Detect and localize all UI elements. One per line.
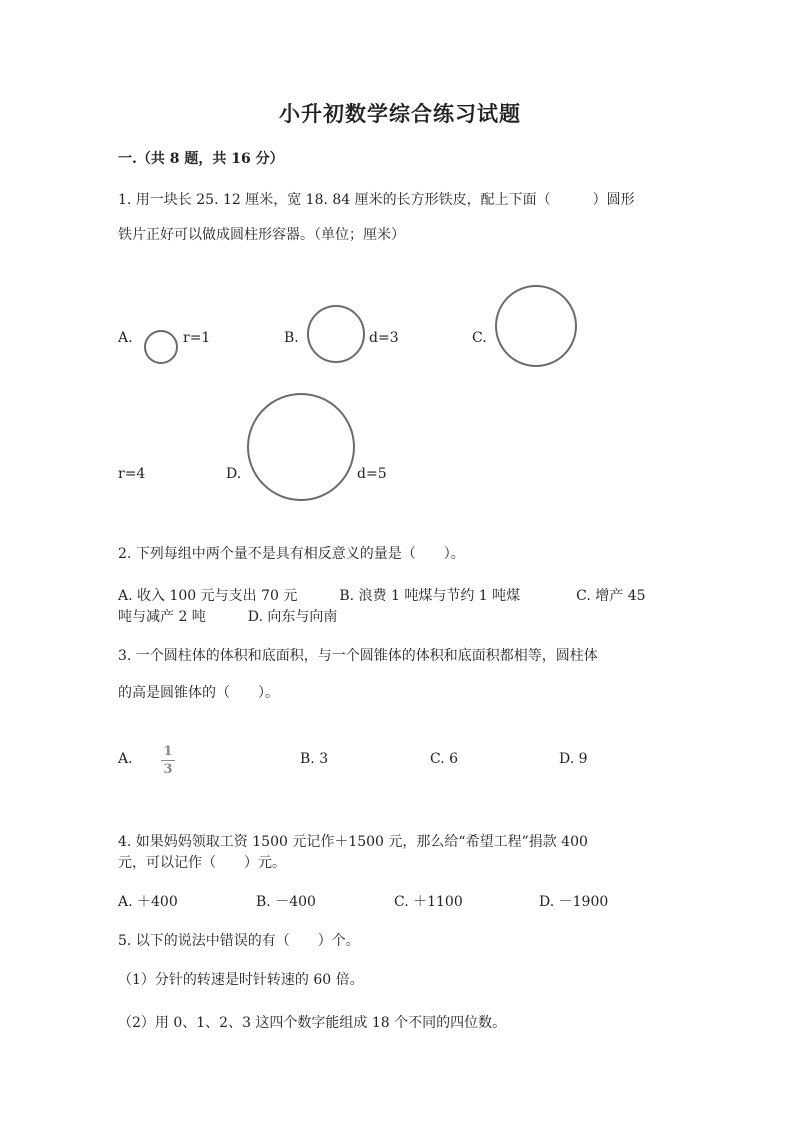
q1-option-a-label: A. — [118, 330, 133, 346]
q1-option-b-label: B. — [284, 330, 299, 346]
fraction-bar — [161, 760, 175, 761]
page-title: 小升初数学综合练习试题 — [279, 101, 521, 126]
q1-option-c-circle — [495, 285, 577, 367]
fraction-numerator: 1 — [163, 744, 173, 759]
q3-option-b: B. 3 — [300, 751, 329, 767]
q1-line2: 铁片正好可以做成圆柱形容器。（单位；厘米） — [118, 227, 405, 243]
q1-option-d-label: D. — [226, 466, 242, 482]
q3-line1: 3. 一个圆柱体的体积和底面积，与一个圆锥体的体积和底面积都相等，圆柱体 — [118, 648, 598, 664]
q5-item-1: （1）分针的转速是时针转速的 60 倍。 — [118, 972, 364, 988]
q1-option-d-measure: d=5 — [357, 466, 387, 482]
q3-option-c: C. 6 — [430, 751, 459, 767]
q1-option-a-circle — [144, 330, 178, 364]
q1-option-b-circle — [307, 305, 365, 363]
q4-line2: 元，可以记作（ ）元。 — [118, 855, 286, 871]
q1-option-c-measure: r=4 — [118, 466, 146, 482]
q1-option-a-measure: r=1 — [183, 330, 211, 346]
q1-line1: 1. 用一块长 25. 12 厘米，宽 18. 84 厘米的长方形铁皮，配上下面（ ）圆形 — [118, 192, 635, 208]
q5-item-2: （2）用 0、1、2、3 这四个数字能组成 18 个不同的四位数。 — [118, 1015, 507, 1031]
q1-option-c-label: C. — [472, 330, 487, 346]
q2-stem: 2. 下列每组中两个量不是具有相反意义的量是（ ）。 — [118, 546, 465, 562]
q5-stem: 5. 以下的说法中错误的有（ ）个。 — [118, 933, 360, 949]
section-heading: 一.（共 8 题，共 16 分） — [118, 151, 284, 167]
q2-options-line1: A. 收入 100 元与支出 70 元 B. 浪费 1 吨煤与节约 1 吨煤 C. 增产 45 — [118, 588, 646, 604]
q3-option-d: D. 9 — [559, 751, 588, 767]
q1-option-b-measure: d=3 — [369, 330, 399, 346]
fraction-denominator: 3 — [163, 762, 173, 777]
q4-option-c: C. ＋1100 — [394, 894, 463, 910]
q4-option-a: A. ＋400 — [118, 894, 178, 910]
q3-option-a-fraction — [158, 744, 178, 777]
q1-option-d-circle — [247, 393, 355, 501]
q4-line1: 4. 如果妈妈领取工资 1500 元记作＋1500 元，那么给“希望工程”捐款 400 — [118, 834, 588, 850]
q4-option-d: D. －1900 — [539, 894, 609, 910]
q3-option-a-label: A. — [118, 751, 133, 767]
q4-option-b: B. －400 — [256, 894, 316, 910]
q2-options-line2: 吨与减产 2 吨 D. 向东与向南 — [118, 609, 338, 625]
q3-line2: 的高是圆锥体的（ ）。 — [118, 685, 279, 701]
